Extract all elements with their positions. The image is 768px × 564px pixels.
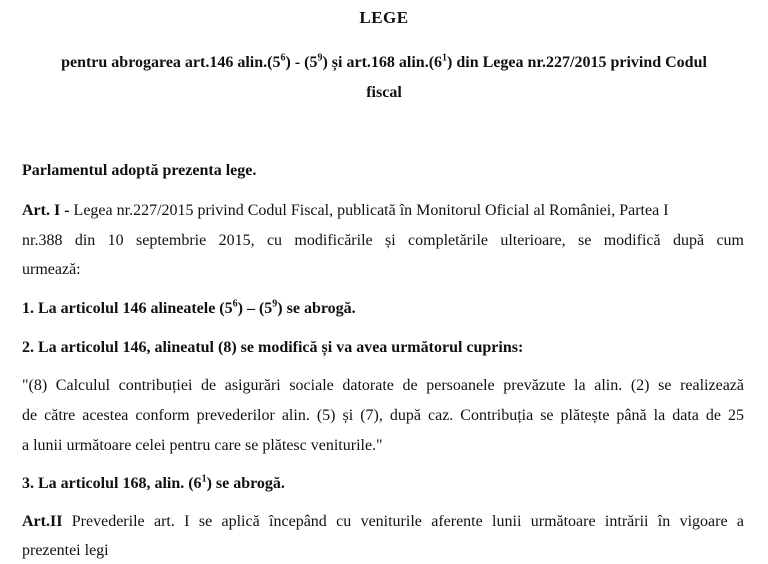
quote-line3: a lunii următoare celei pentru care se plătesc veniturile."	[22, 437, 383, 454]
art2-text: Prevederile art. I se aplică începând cu veniturile aferente lunii următoare intrării în vigoare a	[62, 513, 744, 530]
subtitle-superscript: 6	[280, 52, 286, 64]
art2-line2: prezentei legi	[22, 542, 109, 559]
art1-line2: nr.388 din 10 septembrie 2015, cu modificările și completările ulterioare, se modifică după cum	[22, 232, 744, 249]
art2-label: Art.II	[22, 513, 63, 530]
subtitle-text: ) și art.168 alin.(6	[322, 54, 443, 71]
point1-text: 1. La articolul 146 alineatele (5	[22, 300, 233, 317]
point1	[22, 298, 744, 320]
art2-line1	[22, 511, 744, 533]
art1-line3: urmează:	[22, 261, 81, 278]
point1-superscript: 6	[232, 298, 238, 310]
document-title: LEGE	[359, 8, 409, 27]
point2: 2. La articolul 146, alineatul (8) se modifică și va avea următorul cuprins:	[22, 339, 524, 356]
document-subtitle-line1	[0, 48, 768, 77]
quote-line1: "(8) Calculul contribuției de asigurări sociale datorate de persoanele prevăzute la alin. (2) se realizează	[22, 377, 744, 394]
point3-text: ) se abrogă.	[206, 475, 285, 492]
subtitle-text: pentru abrogarea art.146 alin.(5	[61, 54, 281, 71]
quote-line2: de către acestea conform prevederilor alin. (5) și (7), după caz. Contribuția se plătește până la data de 25	[22, 407, 744, 424]
document-subtitle-line2: fiscal	[366, 84, 402, 101]
subtitle-text: ) din Legea nr.227/2015 privind Codul	[447, 54, 707, 71]
art1-label: Art. I -	[22, 202, 74, 219]
art1-text: Legea nr.227/2015 privind Codul Fiscal, publicată în Monitorul Oficial al României, Partea I	[73, 202, 669, 219]
point1-text: ) se abrogă.	[277, 300, 356, 317]
subtitle-superscript: 9	[317, 52, 323, 64]
subtitle-text: ) - (5	[285, 54, 318, 71]
point3-superscript: 1	[201, 473, 207, 485]
subtitle-superscript: 1	[442, 52, 448, 64]
point1-text: ) – (5	[237, 300, 273, 317]
point3	[22, 473, 744, 495]
point3-text: 3. La articolul 168, alin. (6	[22, 475, 202, 492]
art1-line1	[22, 200, 744, 222]
point1-superscript: 9	[272, 298, 278, 310]
preamble: Parlamentul adoptă prezenta lege.	[22, 162, 257, 179]
